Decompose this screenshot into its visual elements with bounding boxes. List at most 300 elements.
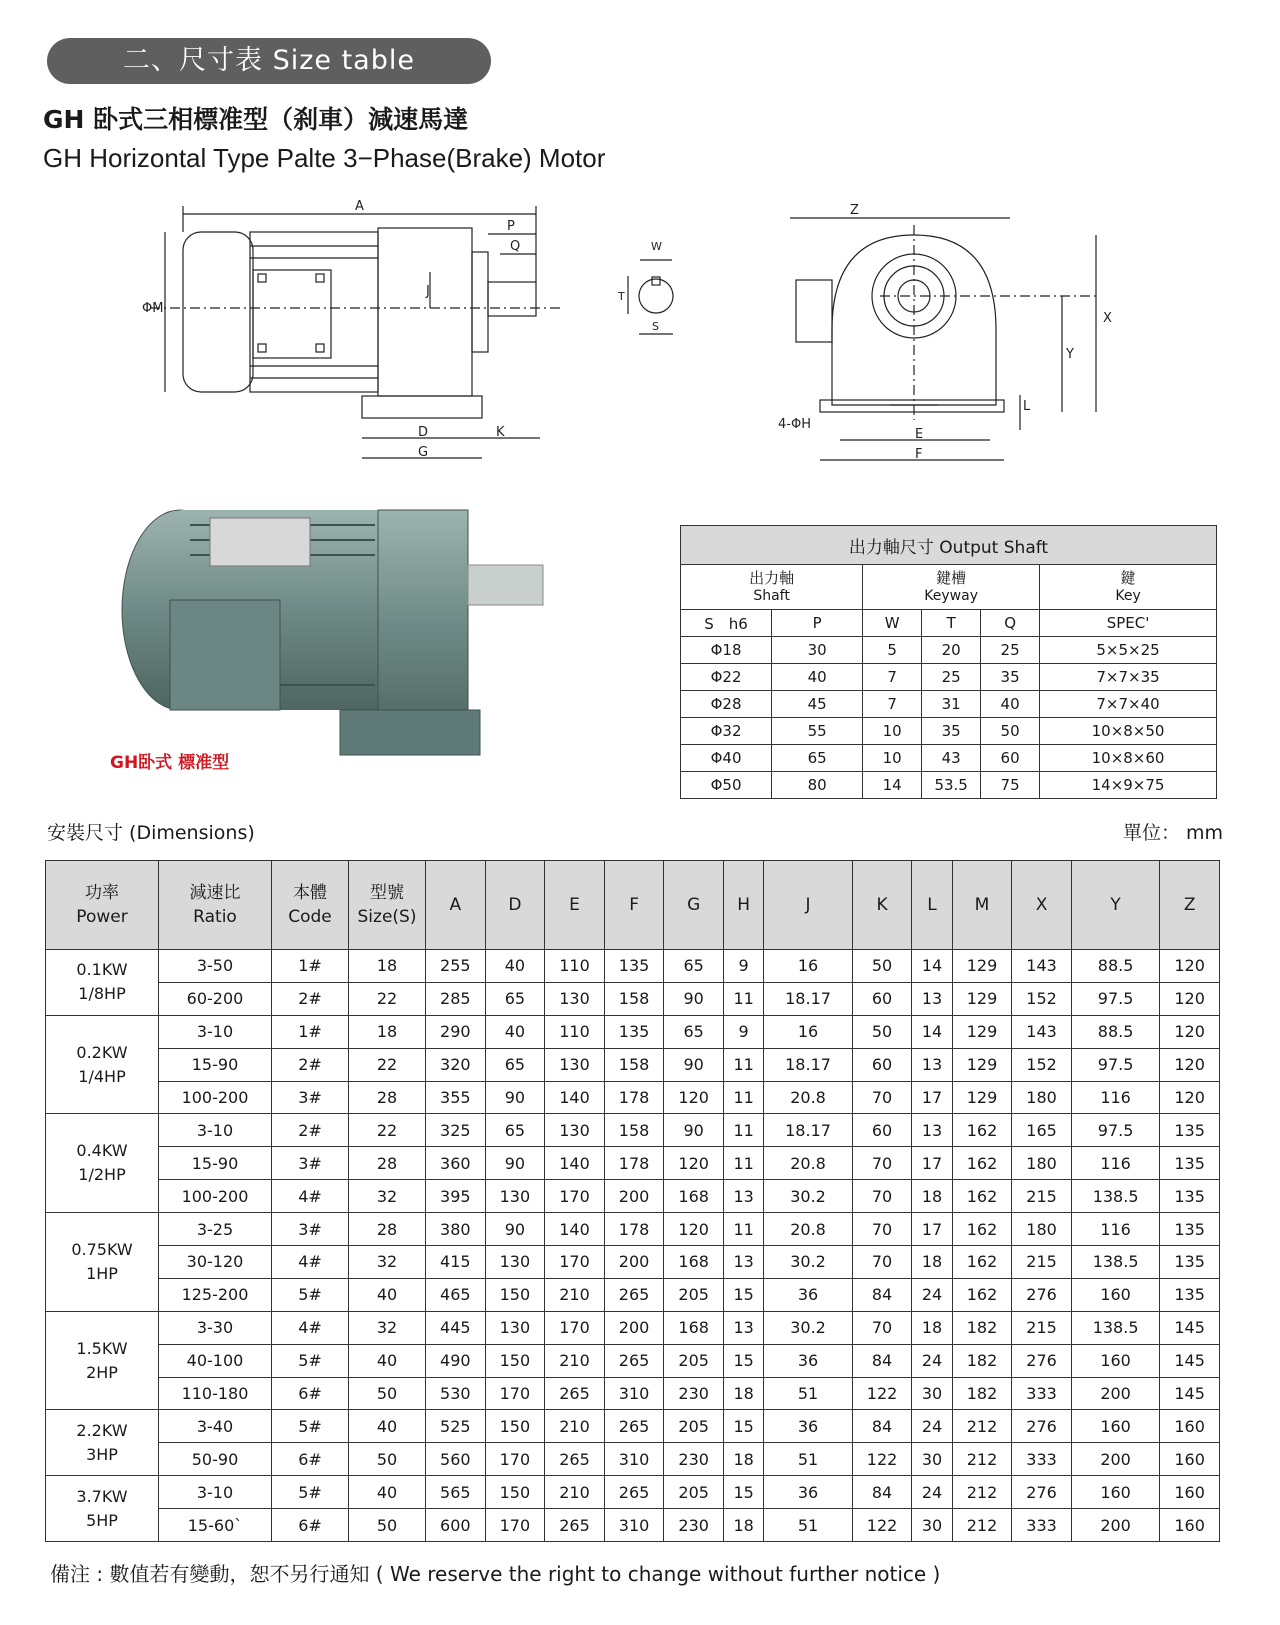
dims-cell: 16 bbox=[764, 1015, 852, 1048]
dims-cell: 24 bbox=[912, 1410, 952, 1443]
dims-cell: 50 bbox=[852, 950, 912, 983]
dims-cell: 160 bbox=[1160, 1410, 1220, 1443]
dims-cell: 28 bbox=[349, 1081, 426, 1114]
label-A: A bbox=[355, 199, 364, 214]
dims-cell: 9 bbox=[723, 950, 763, 983]
dims-cell: 255 bbox=[426, 950, 486, 983]
dims-cell: 5# bbox=[272, 1278, 349, 1311]
dims-cell: 130 bbox=[485, 1311, 545, 1344]
dims-cell: 100-200 bbox=[159, 1180, 272, 1213]
dimensions-label: 安裝尺寸 (Dimensions) bbox=[47, 822, 255, 844]
dims-cell: 22 bbox=[349, 1048, 426, 1081]
dims-cell: 200 bbox=[604, 1180, 664, 1213]
dims-cell: 210 bbox=[545, 1344, 605, 1377]
dims-cell: 265 bbox=[604, 1476, 664, 1509]
shaft-row bbox=[681, 718, 1217, 745]
dims-cell: 2# bbox=[272, 1114, 349, 1147]
dims-cell: 3-10 bbox=[159, 1015, 272, 1048]
dims-cell: 168 bbox=[664, 1311, 724, 1344]
shaft-cell: 50 bbox=[981, 718, 1040, 745]
dims-cell: 20.8 bbox=[764, 1213, 852, 1246]
dims-cell: 265 bbox=[545, 1443, 605, 1476]
dims-cell: 395 bbox=[426, 1180, 486, 1213]
dims-cell: 84 bbox=[852, 1278, 912, 1311]
dims-cell: 265 bbox=[604, 1410, 664, 1443]
label-X: X bbox=[1103, 311, 1112, 326]
dims-cell: 13 bbox=[912, 982, 952, 1015]
dims-cell: 150 bbox=[485, 1278, 545, 1311]
dims-cell: 122 bbox=[852, 1443, 912, 1476]
dims-cell: 130 bbox=[545, 982, 605, 1015]
shaft-col-header: Q bbox=[981, 610, 1040, 637]
dims-cell: 165 bbox=[1012, 1114, 1072, 1147]
dims-cell: 2# bbox=[272, 1048, 349, 1081]
dims-cell: 4# bbox=[272, 1246, 349, 1279]
dims-cell: 129 bbox=[952, 982, 1012, 1015]
dims-cell: 70 bbox=[852, 1311, 912, 1344]
dims-cell: 160 bbox=[1160, 1509, 1220, 1542]
dims-cell: 3# bbox=[272, 1081, 349, 1114]
dims-cell: 5# bbox=[272, 1410, 349, 1443]
label-Z: Z bbox=[850, 203, 859, 218]
label-T: T bbox=[618, 290, 625, 303]
dims-cell: 333 bbox=[1012, 1377, 1072, 1410]
dims-cell: 15-90 bbox=[159, 1048, 272, 1081]
dims-cell: 84 bbox=[852, 1344, 912, 1377]
dims-cell: 162 bbox=[952, 1180, 1012, 1213]
dims-cell: 125-200 bbox=[159, 1278, 272, 1311]
shaft-cell: 25 bbox=[981, 637, 1040, 664]
dims-cell: 13 bbox=[912, 1114, 952, 1147]
dims-cell: 200 bbox=[604, 1311, 664, 1344]
dims-cell: 138.5 bbox=[1071, 1311, 1159, 1344]
dims-cell: 32 bbox=[349, 1311, 426, 1344]
dims-cell: 15 bbox=[723, 1476, 763, 1509]
dims-cell: 6# bbox=[272, 1509, 349, 1542]
title-en: GH Horizontal Type Palte 3−Phase(Brake) Motor bbox=[43, 143, 606, 173]
dims-cell: 162 bbox=[952, 1114, 1012, 1147]
dims-cell: 11 bbox=[723, 982, 763, 1015]
dims-row bbox=[46, 1147, 1220, 1180]
dims-cell: 212 bbox=[952, 1410, 1012, 1443]
dims-cell: 90 bbox=[664, 982, 724, 1015]
shaft-group-shaft: 出力軸 Shaft bbox=[681, 565, 863, 610]
label-E: E bbox=[915, 427, 924, 442]
dims-cell: 3# bbox=[272, 1213, 349, 1246]
dims-cell: 51 bbox=[764, 1377, 852, 1410]
dims-cell: 158 bbox=[604, 1114, 664, 1147]
shaft-cell: 45 bbox=[772, 691, 863, 718]
dims-cell: 230 bbox=[664, 1377, 724, 1410]
label-J: J bbox=[426, 284, 430, 299]
dims-cell: 525 bbox=[426, 1410, 486, 1443]
dims-cell: 150 bbox=[485, 1476, 545, 1509]
shaft-row bbox=[681, 772, 1217, 799]
dims-col-header: J bbox=[764, 861, 852, 950]
dims-cell: 310 bbox=[604, 1509, 664, 1542]
dims-cell: 415 bbox=[426, 1246, 486, 1279]
dims-cell: 180 bbox=[1012, 1213, 1072, 1246]
dims-cell: 90 bbox=[485, 1081, 545, 1114]
dims-cell: 140 bbox=[545, 1213, 605, 1246]
dims-cell: 70 bbox=[852, 1246, 912, 1279]
dims-cell: 65 bbox=[485, 1114, 545, 1147]
dims-cell: 13 bbox=[723, 1246, 763, 1279]
dims-cell: 18 bbox=[723, 1443, 763, 1476]
dims-cell: 178 bbox=[604, 1147, 664, 1180]
unit-label: 單位： mm bbox=[1122, 822, 1223, 844]
dims-cell: 18.17 bbox=[764, 1114, 852, 1147]
dims-cell: 170 bbox=[485, 1509, 545, 1542]
dims-cell: 310 bbox=[604, 1443, 664, 1476]
shaft-cell: 10×8×60 bbox=[1040, 745, 1217, 772]
dims-cell: 1# bbox=[272, 950, 349, 983]
shaft-col-header: T bbox=[922, 610, 981, 637]
dims-cell: 140 bbox=[545, 1147, 605, 1180]
shaft-cell: 30 bbox=[772, 637, 863, 664]
dims-cell: 490 bbox=[426, 1344, 486, 1377]
dims-cell: 170 bbox=[485, 1443, 545, 1476]
dims-cell: 122 bbox=[852, 1377, 912, 1410]
dims-col-header: G bbox=[664, 861, 724, 950]
dims-cell: 32 bbox=[349, 1246, 426, 1279]
dims-cell: 50 bbox=[349, 1509, 426, 1542]
dims-cell: 40 bbox=[349, 1410, 426, 1443]
dims-cell: 15 bbox=[723, 1344, 763, 1377]
dims-col-header: Z bbox=[1160, 861, 1220, 950]
dims-cell: 182 bbox=[952, 1344, 1012, 1377]
dims-cell: 40-100 bbox=[159, 1344, 272, 1377]
dims-cell: 1# bbox=[272, 1015, 349, 1048]
dims-cell: 60 bbox=[852, 982, 912, 1015]
dims-col-header: 功率 Power bbox=[46, 861, 159, 950]
label-F: F bbox=[915, 447, 923, 462]
dims-row bbox=[46, 1048, 1220, 1081]
dims-col-header: H bbox=[723, 861, 763, 950]
dims-cell: 210 bbox=[545, 1278, 605, 1311]
dims-cell: 18 bbox=[723, 1377, 763, 1410]
dims-cell: 212 bbox=[952, 1443, 1012, 1476]
dims-cell: 145 bbox=[1160, 1311, 1220, 1344]
dims-col-header: 型號 Size(S) bbox=[349, 861, 426, 950]
dims-cell: 158 bbox=[604, 1048, 664, 1081]
dims-cell: 90 bbox=[485, 1147, 545, 1180]
dims-cell: 20.8 bbox=[764, 1081, 852, 1114]
dims-cell: 9 bbox=[723, 1015, 763, 1048]
keyway-view bbox=[628, 260, 673, 334]
dims-cell: 70 bbox=[852, 1081, 912, 1114]
technical-drawing bbox=[0, 180, 1280, 470]
dims-cell: 17 bbox=[912, 1147, 952, 1180]
dims-cell: 320 bbox=[426, 1048, 486, 1081]
dims-cell: 170 bbox=[485, 1377, 545, 1410]
dims-cell: 20.8 bbox=[764, 1147, 852, 1180]
dims-cell: 120 bbox=[664, 1081, 724, 1114]
title-cn: GH 卧式三相標准型（刹車）減速馬達 bbox=[43, 105, 469, 134]
shaft-cell: 25 bbox=[922, 664, 981, 691]
dims-cell: 150 bbox=[485, 1344, 545, 1377]
dims-cell: 465 bbox=[426, 1278, 486, 1311]
dims-cell: 182 bbox=[952, 1377, 1012, 1410]
dims-cell: 355 bbox=[426, 1081, 486, 1114]
dims-cell: 120 bbox=[1160, 950, 1220, 983]
dims-cell: 138.5 bbox=[1071, 1246, 1159, 1279]
shaft-group-key: 鍵 Key bbox=[1040, 565, 1217, 610]
shaft-col-header: S h6 bbox=[681, 610, 772, 637]
shaft-cell: 7 bbox=[863, 664, 922, 691]
dims-cell: 18 bbox=[912, 1311, 952, 1344]
dims-cell: 310 bbox=[604, 1377, 664, 1410]
shaft-cell: 5×5×25 bbox=[1040, 637, 1217, 664]
shaft-cell: 7 bbox=[863, 691, 922, 718]
shaft-cell: 31 bbox=[922, 691, 981, 718]
dims-cell: 50 bbox=[852, 1015, 912, 1048]
label-M: ΦM bbox=[142, 301, 164, 316]
dims-cell: 135 bbox=[1160, 1147, 1220, 1180]
dims-cell: 28 bbox=[349, 1147, 426, 1180]
dims-cell: 30-120 bbox=[159, 1246, 272, 1279]
shaft-row bbox=[681, 637, 1217, 664]
dims-col-header: E bbox=[545, 861, 605, 950]
dims-cell: 30 bbox=[912, 1377, 952, 1410]
dims-cell: 90 bbox=[485, 1213, 545, 1246]
dims-cell: 160 bbox=[1071, 1410, 1159, 1443]
dims-cell: 30.2 bbox=[764, 1246, 852, 1279]
dims-cell: 170 bbox=[545, 1311, 605, 1344]
dims-cell: 2# bbox=[272, 982, 349, 1015]
shaft-cell: 75 bbox=[981, 772, 1040, 799]
dims-cell: 333 bbox=[1012, 1443, 1072, 1476]
dims-cell: 120 bbox=[664, 1147, 724, 1180]
power-cell: 0.4KW 1/2HP bbox=[46, 1114, 159, 1213]
shaft-cell: 43 bbox=[922, 745, 981, 772]
dims-col-header: 減速比 Ratio bbox=[159, 861, 272, 950]
dims-cell: 120 bbox=[1160, 982, 1220, 1015]
dims-cell: 13 bbox=[723, 1180, 763, 1213]
dims-cell: 135 bbox=[1160, 1213, 1220, 1246]
dims-cell: 445 bbox=[426, 1311, 486, 1344]
dims-cell: 3-30 bbox=[159, 1311, 272, 1344]
dims-cell: 560 bbox=[426, 1443, 486, 1476]
label-D: D bbox=[418, 425, 429, 440]
dims-row bbox=[46, 1180, 1220, 1213]
dims-cell: 36 bbox=[764, 1278, 852, 1311]
dims-cell: 380 bbox=[426, 1213, 486, 1246]
label-S: S bbox=[652, 320, 659, 333]
dims-cell: 84 bbox=[852, 1476, 912, 1509]
shaft-cell: 14 bbox=[863, 772, 922, 799]
dims-cell: 5# bbox=[272, 1476, 349, 1509]
dims-cell: 60-200 bbox=[159, 982, 272, 1015]
dims-cell: 84 bbox=[852, 1410, 912, 1443]
dims-cell: 265 bbox=[545, 1377, 605, 1410]
dims-cell: 90 bbox=[664, 1114, 724, 1147]
dims-cell: 116 bbox=[1071, 1213, 1159, 1246]
dims-cell: 3-10 bbox=[159, 1114, 272, 1147]
dims-col-header: Y bbox=[1071, 861, 1159, 950]
dims-cell: 130 bbox=[545, 1114, 605, 1147]
dims-cell: 116 bbox=[1071, 1147, 1159, 1180]
dims-cell: 152 bbox=[1012, 982, 1072, 1015]
dims-cell: 276 bbox=[1012, 1410, 1072, 1443]
dims-cell: 116 bbox=[1071, 1081, 1159, 1114]
dims-cell: 51 bbox=[764, 1509, 852, 1542]
dims-cell: 13 bbox=[723, 1311, 763, 1344]
dims-cell: 130 bbox=[545, 1048, 605, 1081]
dims-row bbox=[46, 1377, 1220, 1410]
dims-cell: 178 bbox=[604, 1213, 664, 1246]
shaft-group-keyway: 鍵槽 Keyway bbox=[863, 565, 1040, 610]
dims-cell: 130 bbox=[485, 1246, 545, 1279]
dims-cell: 11 bbox=[723, 1213, 763, 1246]
shaft-col-header: W bbox=[863, 610, 922, 637]
dims-cell: 160 bbox=[1160, 1443, 1220, 1476]
dims-cell: 170 bbox=[545, 1246, 605, 1279]
dims-cell: 14 bbox=[912, 950, 952, 983]
dims-cell: 120 bbox=[1160, 1048, 1220, 1081]
dims-cell: 3-10 bbox=[159, 1476, 272, 1509]
dims-cell: 135 bbox=[1160, 1278, 1220, 1311]
dims-col-header: K bbox=[852, 861, 912, 950]
dims-cell: 60 bbox=[852, 1114, 912, 1147]
shaft-cell: 35 bbox=[922, 718, 981, 745]
dims-cell: 11 bbox=[723, 1048, 763, 1081]
label-W: W bbox=[651, 240, 662, 253]
dims-cell: 565 bbox=[426, 1476, 486, 1509]
dims-cell: 110 bbox=[545, 1015, 605, 1048]
dims-cell: 50 bbox=[349, 1377, 426, 1410]
dims-cell: 130 bbox=[485, 1180, 545, 1213]
dims-col-header: L bbox=[912, 861, 952, 950]
dims-cell: 135 bbox=[1160, 1114, 1220, 1147]
dims-cell: 215 bbox=[1012, 1246, 1072, 1279]
dims-cell: 88.5 bbox=[1071, 1015, 1159, 1048]
dims-cell: 30.2 bbox=[764, 1180, 852, 1213]
dims-cell: 138.5 bbox=[1071, 1180, 1159, 1213]
dims-cell: 120 bbox=[1160, 1015, 1220, 1048]
dims-cell: 120 bbox=[1160, 1081, 1220, 1114]
shaft-cell: Φ32 bbox=[681, 718, 772, 745]
dims-cell: 15-90 bbox=[159, 1147, 272, 1180]
dims-cell: 230 bbox=[664, 1443, 724, 1476]
dims-row bbox=[46, 1443, 1220, 1476]
dims-cell: 13 bbox=[912, 1048, 952, 1081]
dims-row bbox=[46, 1509, 1220, 1542]
dims-cell: 3-40 bbox=[159, 1410, 272, 1443]
dims-col-header: A bbox=[426, 861, 486, 950]
dims-cell: 14 bbox=[912, 1015, 952, 1048]
dims-cell: 40 bbox=[349, 1476, 426, 1509]
dims-cell: 215 bbox=[1012, 1311, 1072, 1344]
dims-cell: 162 bbox=[952, 1213, 1012, 1246]
power-cell: 0.1KW 1/8HP bbox=[46, 950, 159, 1016]
dims-cell: 333 bbox=[1012, 1509, 1072, 1542]
dims-cell: 135 bbox=[604, 950, 664, 983]
shaft-row bbox=[681, 664, 1217, 691]
dims-cell: 110-180 bbox=[159, 1377, 272, 1410]
dims-cell: 97.5 bbox=[1071, 1114, 1159, 1147]
dims-cell: 290 bbox=[426, 1015, 486, 1048]
dims-cell: 205 bbox=[664, 1344, 724, 1377]
dims-cell: 168 bbox=[664, 1180, 724, 1213]
dims-cell: 15 bbox=[723, 1278, 763, 1311]
dims-cell: 65 bbox=[664, 1015, 724, 1048]
dims-cell: 22 bbox=[349, 1114, 426, 1147]
dims-cell: 70 bbox=[852, 1180, 912, 1213]
dims-cell: 6# bbox=[272, 1377, 349, 1410]
shaft-cell: 55 bbox=[772, 718, 863, 745]
dims-cell: 18 bbox=[912, 1180, 952, 1213]
dims-cell: 212 bbox=[952, 1476, 1012, 1509]
shaft-cell: 35 bbox=[981, 664, 1040, 691]
dims-cell: 3-50 bbox=[159, 950, 272, 983]
dims-cell: 325 bbox=[426, 1114, 486, 1147]
shaft-cell: Φ18 bbox=[681, 637, 772, 664]
dims-cell: 28 bbox=[349, 1213, 426, 1246]
dims-cell: 5# bbox=[272, 1344, 349, 1377]
dims-cell: 200 bbox=[1071, 1377, 1159, 1410]
dims-cell: 70 bbox=[852, 1213, 912, 1246]
dims-col-header: F bbox=[604, 861, 664, 950]
dims-cell: 265 bbox=[604, 1344, 664, 1377]
shaft-row bbox=[681, 745, 1217, 772]
shaft-cell: 40 bbox=[772, 664, 863, 691]
dims-row bbox=[46, 1081, 1220, 1114]
dims-cell: 160 bbox=[1071, 1344, 1159, 1377]
dims-cell: 18 bbox=[912, 1246, 952, 1279]
dims-cell: 17 bbox=[912, 1213, 952, 1246]
dims-cell: 11 bbox=[723, 1114, 763, 1147]
dims-cell: 30.2 bbox=[764, 1311, 852, 1344]
shaft-cell: 40 bbox=[981, 691, 1040, 718]
dims-cell: 162 bbox=[952, 1278, 1012, 1311]
dims-row bbox=[46, 1410, 1220, 1443]
dims-cell: 160 bbox=[1160, 1476, 1220, 1509]
dims-cell: 40 bbox=[349, 1344, 426, 1377]
dims-cell: 122 bbox=[852, 1509, 912, 1542]
dims-cell: 160 bbox=[1071, 1476, 1159, 1509]
dims-cell: 90 bbox=[664, 1048, 724, 1081]
dims-cell: 152 bbox=[1012, 1048, 1072, 1081]
dims-cell: 16 bbox=[764, 950, 852, 983]
dims-cell: 276 bbox=[1012, 1278, 1072, 1311]
dims-cell: 24 bbox=[912, 1344, 952, 1377]
dims-cell: 265 bbox=[604, 1278, 664, 1311]
output-shaft-table bbox=[680, 525, 1217, 799]
dims-cell: 210 bbox=[545, 1410, 605, 1443]
front-view bbox=[790, 218, 1100, 460]
dims-cell: 276 bbox=[1012, 1344, 1072, 1377]
dims-cell: 30 bbox=[912, 1443, 952, 1476]
dims-cell: 15 bbox=[723, 1410, 763, 1443]
dims-row bbox=[46, 1114, 1220, 1147]
dims-cell: 600 bbox=[426, 1509, 486, 1542]
section-title: 二、尺寸表 Size table bbox=[47, 38, 491, 84]
dims-col-header: X bbox=[1012, 861, 1072, 950]
dims-cell: 160 bbox=[1071, 1278, 1159, 1311]
shaft-cell: 7×7×35 bbox=[1040, 664, 1217, 691]
dims-cell: 162 bbox=[952, 1147, 1012, 1180]
dims-cell: 18 bbox=[723, 1509, 763, 1542]
motor-photo bbox=[110, 500, 580, 770]
dims-cell: 215 bbox=[1012, 1180, 1072, 1213]
dims-cell: 24 bbox=[912, 1476, 952, 1509]
shaft-cell: Φ28 bbox=[681, 691, 772, 718]
dims-cell: 205 bbox=[664, 1410, 724, 1443]
dims-row bbox=[46, 1311, 1220, 1344]
dims-cell: 65 bbox=[485, 1048, 545, 1081]
dims-cell: 530 bbox=[426, 1377, 486, 1410]
